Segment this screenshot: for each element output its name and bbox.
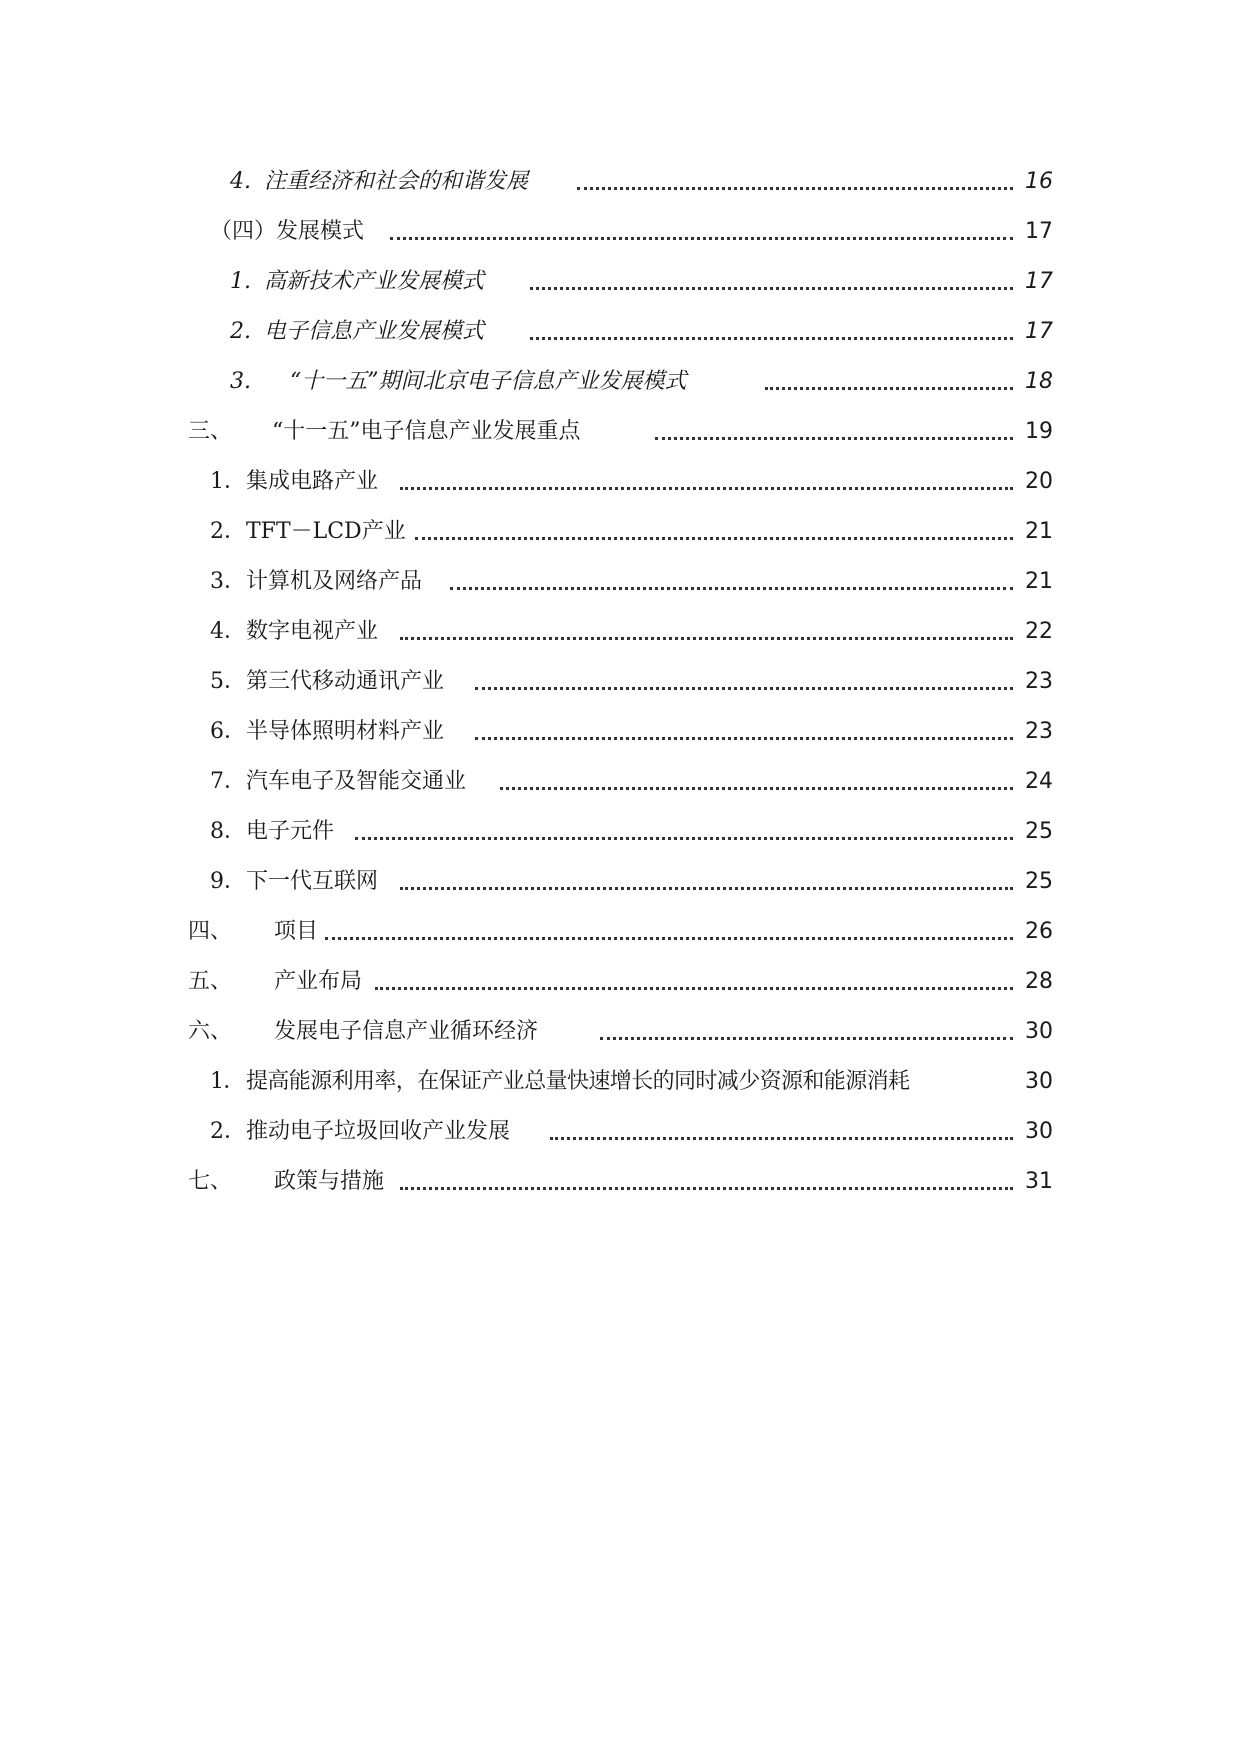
toc-entry[interactable] bbox=[0, 1012, 1241, 1052]
toc-entry[interactable] bbox=[0, 512, 1241, 552]
toc-entry[interactable] bbox=[0, 212, 1241, 252]
toc-entry-number: 2. bbox=[230, 319, 251, 344]
toc-entry-page: 17 bbox=[1025, 319, 1053, 344]
toc-entry-title: 高新技术产业发展模式 bbox=[264, 269, 485, 294]
toc-leader-dots bbox=[415, 537, 1013, 540]
toc-entry[interactable] bbox=[0, 912, 1241, 952]
toc-entry-label bbox=[210, 512, 406, 552]
toc-leader-dots bbox=[400, 1187, 1013, 1190]
toc-entry-label bbox=[210, 462, 378, 502]
toc-entry-page: 21 bbox=[1025, 569, 1053, 594]
toc-leader-dots bbox=[530, 287, 1013, 290]
toc-entry-label bbox=[188, 962, 362, 1002]
toc-entry-title: 电子元件 bbox=[246, 819, 335, 844]
toc-entry-title: 集成电路产业 bbox=[246, 469, 379, 494]
toc-entry-number: 3. bbox=[230, 369, 251, 394]
toc-entry-page: 28 bbox=[1025, 969, 1053, 994]
toc-leader-dots bbox=[577, 187, 1013, 190]
toc-entry-page: 19 bbox=[1025, 419, 1053, 444]
toc-entry-title: 汽车电子及智能交通业 bbox=[246, 769, 467, 794]
toc-entry-page: 17 bbox=[1025, 269, 1053, 294]
toc-entry[interactable] bbox=[0, 1062, 1241, 1102]
toc-entry-page: 21 bbox=[1025, 519, 1053, 544]
toc-entry-number: 4. bbox=[230, 169, 251, 194]
toc-entry[interactable] bbox=[0, 462, 1241, 502]
toc-entry-page: 25 bbox=[1025, 869, 1053, 894]
toc-entry-title: 提高能源利用率，在保证产业总量快速增长的同时减少资源和能源消耗 bbox=[246, 1069, 910, 1094]
toc-entry-page: 30 bbox=[1025, 1069, 1053, 1094]
toc-entry[interactable] bbox=[0, 662, 1241, 702]
toc-entry-page: 26 bbox=[1025, 919, 1053, 944]
toc-entry-number: 三、 bbox=[188, 419, 233, 444]
toc-entry[interactable] bbox=[0, 362, 1241, 402]
toc-entry-number: 7． bbox=[210, 769, 246, 794]
toc-entry-page: 20 bbox=[1025, 469, 1053, 494]
toc-entry-label bbox=[210, 862, 378, 902]
toc-leader-dots bbox=[450, 587, 1013, 590]
toc-leader-dots bbox=[550, 1137, 1013, 1140]
toc-entry-label bbox=[210, 712, 444, 752]
toc-entry-label bbox=[210, 812, 334, 852]
toc-entry-page: 22 bbox=[1025, 619, 1053, 644]
toc-entry-title: （四）发展模式 bbox=[210, 219, 365, 244]
toc-entry[interactable] bbox=[0, 962, 1241, 1002]
toc-entry-number: 六、 bbox=[188, 1019, 233, 1044]
toc-entry-page: 23 bbox=[1025, 669, 1053, 694]
toc-entry[interactable] bbox=[0, 262, 1241, 302]
toc-entry-number: 8． bbox=[210, 819, 246, 844]
toc-leader-dots bbox=[400, 487, 1013, 490]
toc-entry-number: 五、 bbox=[188, 969, 233, 994]
toc-entry-title: 数字电视产业 bbox=[246, 619, 379, 644]
toc-entry-label bbox=[230, 312, 484, 352]
toc-leader-dots bbox=[500, 787, 1013, 790]
toc-entry-page: 17 bbox=[1025, 219, 1053, 244]
toc-entry-title: 政策与措施 bbox=[274, 1169, 385, 1194]
toc-entry-number: 1． bbox=[210, 1069, 245, 1094]
toc-entry-number: 1. bbox=[230, 269, 251, 294]
toc-entry-number: 4． bbox=[210, 619, 246, 644]
toc-leader-dots bbox=[530, 337, 1013, 340]
toc-leader-dots bbox=[355, 837, 1013, 840]
toc-entry-label bbox=[230, 162, 528, 202]
toc-leader-dots bbox=[475, 737, 1013, 740]
toc-entry-page: 25 bbox=[1025, 819, 1053, 844]
toc-entry-label bbox=[188, 912, 318, 952]
toc-entry[interactable] bbox=[0, 612, 1241, 652]
toc-entry-label bbox=[210, 1112, 510, 1152]
toc-leader-dots bbox=[600, 1037, 1013, 1040]
toc-entry-title: 第三代移动通讯产业 bbox=[246, 669, 445, 694]
toc-leader-dots bbox=[390, 237, 1013, 240]
toc-entry-number: 5． bbox=[210, 669, 246, 694]
toc-entry[interactable] bbox=[0, 862, 1241, 902]
toc-leader-dots bbox=[475, 687, 1013, 690]
toc-entry[interactable] bbox=[0, 162, 1241, 202]
toc-entry-number: 2． bbox=[210, 519, 246, 544]
toc-entry-number: 四、 bbox=[188, 919, 233, 944]
toc-entry-title: 电子信息产业发展模式 bbox=[264, 319, 485, 344]
toc-entry-page: 31 bbox=[1025, 1169, 1053, 1194]
toc-entry-label bbox=[210, 612, 378, 652]
toc-leader-dots bbox=[325, 937, 1013, 940]
toc-entry-label bbox=[210, 212, 364, 252]
toc-entry-number: 3． bbox=[210, 569, 246, 594]
toc-entry[interactable] bbox=[0, 712, 1241, 752]
toc-entry[interactable] bbox=[0, 812, 1241, 852]
toc-entry-page: 30 bbox=[1025, 1019, 1053, 1044]
toc-entry-number: 七、 bbox=[188, 1169, 233, 1194]
toc-entry-label bbox=[210, 662, 444, 702]
toc-entry-title: 发展电子信息产业循环经济 bbox=[274, 1019, 539, 1044]
toc-entry-number: 9． bbox=[210, 869, 246, 894]
toc-entry-title: TFT－LCD产业 bbox=[246, 519, 406, 544]
toc-entry-label bbox=[210, 762, 466, 802]
toc-entry-title: 半导体照明材料产业 bbox=[246, 719, 445, 744]
toc-entry-title: 下一代互联网 bbox=[246, 869, 379, 894]
toc-entry-label bbox=[230, 362, 687, 402]
toc-entry-title: “十一五”期间北京电子信息产业发展模式 bbox=[290, 369, 687, 394]
toc-entry-label bbox=[188, 1162, 384, 1202]
toc-leader-dots bbox=[375, 987, 1013, 990]
toc-entry[interactable] bbox=[0, 1162, 1241, 1202]
toc-entry[interactable] bbox=[0, 412, 1241, 452]
toc-entry-title: 计算机及网络产品 bbox=[246, 569, 423, 594]
toc-leader-dots bbox=[765, 387, 1013, 390]
toc-entry-label bbox=[230, 262, 484, 302]
toc-entry-title: 注重经济和社会的和谐发展 bbox=[264, 169, 529, 194]
toc-entry-title: 项目 bbox=[274, 919, 319, 944]
toc-entry-page: 23 bbox=[1025, 719, 1053, 744]
toc-entry-page: 18 bbox=[1025, 369, 1053, 394]
toc-entry-number: 2． bbox=[210, 1119, 246, 1144]
toc-entry[interactable] bbox=[0, 562, 1241, 602]
toc-entry-title: “十一五”电子信息产业发展重点 bbox=[272, 419, 581, 444]
toc-entry-page: 16 bbox=[1025, 169, 1053, 194]
toc-entry-page: 30 bbox=[1025, 1119, 1053, 1144]
toc-entry[interactable] bbox=[0, 762, 1241, 802]
toc-entry-title: 产业布局 bbox=[274, 969, 363, 994]
toc-entry-label bbox=[188, 1012, 538, 1052]
toc-entry-label bbox=[188, 412, 581, 452]
toc-entry-title: 推动电子垃圾回收产业发展 bbox=[246, 1119, 511, 1144]
toc-entry[interactable] bbox=[0, 312, 1241, 352]
toc-leader-dots bbox=[400, 887, 1013, 890]
toc-entry-label bbox=[210, 1062, 909, 1102]
toc-leader-dots bbox=[655, 437, 1013, 440]
toc-entry[interactable] bbox=[0, 1112, 1241, 1152]
toc-entry-number: 6． bbox=[210, 719, 246, 744]
toc-entry-number: 1． bbox=[210, 469, 246, 494]
toc-entry-page: 24 bbox=[1025, 769, 1053, 794]
toc-leader-dots bbox=[400, 637, 1013, 640]
toc-entry-label bbox=[210, 562, 422, 602]
